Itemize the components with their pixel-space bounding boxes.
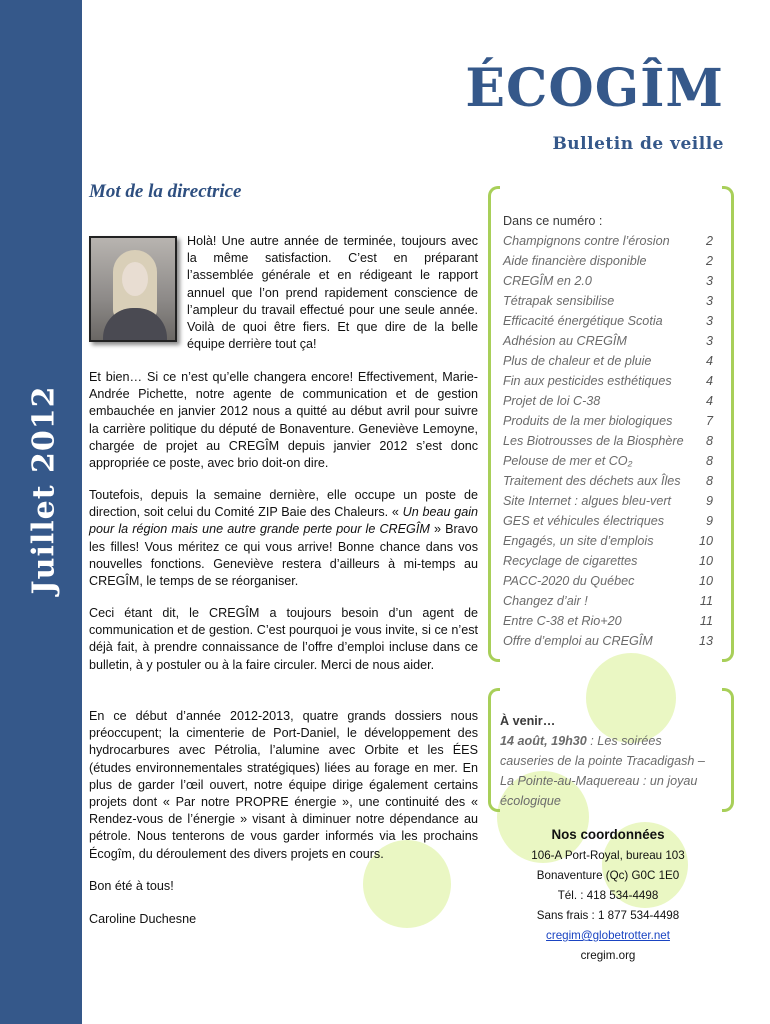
toc-item (503, 551, 713, 571)
toc-item-label: Offre d’emploi au CREGÎM (503, 634, 653, 648)
toc-item (503, 471, 713, 491)
toc-item-page: 4 (705, 354, 713, 368)
toc-item-label: Adhésion au CREGÎM (503, 334, 627, 348)
issue-date: Juillet 2012 (26, 385, 62, 595)
email-link[interactable]: cregim@globetrotter.net (546, 929, 670, 942)
toc-item-label: PACC-2020 du Québec (503, 574, 635, 588)
toc-item-label: Site Internet : algues bleu-vert (503, 494, 672, 508)
phone: Tél. : 418 534-4498 (557, 889, 659, 902)
toc-item-label: Champignons contre l’érosion (503, 234, 670, 248)
toc-item-page: 3 (705, 334, 713, 348)
article-paragraph (89, 487, 478, 590)
event-date: 14 août, 19h30 (500, 734, 587, 748)
toc-item-page: 3 (705, 274, 713, 288)
toc-item-label: Recyclage de cigarettes (503, 554, 638, 568)
toc-heading: Dans ce numéro : (503, 214, 603, 228)
toc-item (503, 371, 713, 391)
toc-bracket-left (488, 186, 500, 662)
newsletter-subtitle: Bulletin de veille (552, 134, 724, 154)
toc-item (503, 611, 713, 631)
toc-item-label: Entre C-38 et Rio+20 (503, 614, 622, 628)
toc-item-page: 7 (705, 414, 713, 428)
toc-item-page: 3 (705, 294, 713, 308)
toc-item-label: Projet de loi C-38 (503, 394, 601, 408)
toc-item-page: 4 (705, 374, 713, 388)
toc-bracket-right (722, 186, 734, 662)
toc-item-page: 2 (705, 254, 713, 268)
event-description: : Les soirées causeries de la pointe Tracadigash – La Pointe-au-Maquereau : un joyau écologique (500, 734, 705, 808)
paragraph: Et bien… Si ce n’est qu’elle changera encore! Effectivement, Marie-Andrée Pichette, notre agente de communication et de gestion embauchée en janvier 2012 nous a quitté au début avril pour suivre la carrière politique du député de Bonaventure. Geneviève Lemoyne, chargée de projet au CREGÎM depuis janvier 2012 s’est donc appropriée ce poste, avec brio doit-on dire. (89, 370, 478, 471)
toc-item (503, 591, 713, 611)
toc-item-label: Aide financière disponible (503, 254, 647, 268)
toc-item-page: 10 (698, 574, 713, 588)
toc-item (503, 431, 713, 451)
toc-item-label: Engagés, un site d’emplois (503, 534, 654, 548)
section-title: Mot de la directrice (89, 181, 242, 202)
address-line: Bonaventure (Qc) G0C 1E0 (536, 869, 680, 882)
paragraph: En ce début d’année 2012-2013, quatre grands dossiers nous préoccupent; la cimenterie de Port-Daniel, le développement des hydrocarbures avec Pétrolia, l’alumine avec Orbite et les ÉES (études environnementales stratégiques) liées au forage en mer. En plus de garder l’œil ouvert, notre équipe dirige également certains projets dont « Par notre PROPRE énergie », une continuité des « Rendez-vous de l’énergie » visant à diminuer notre dépendance au pétrole. Nous tenterons de vous garder informés via les prochains Écogîm, du déroulement des divers projets en cours. (89, 709, 478, 861)
toc-item-label: Efficacité énergétique Scotia (503, 314, 663, 328)
toc-item-page: 10 (698, 554, 713, 568)
closing-line: Bon été à tous! (89, 879, 174, 893)
article-paragraph (89, 605, 478, 674)
toc-item-page: 13 (698, 634, 713, 648)
upcoming-bracket-left (488, 688, 500, 812)
toc-item (503, 411, 713, 431)
toc-item (503, 491, 713, 511)
toc-item-page: 8 (705, 474, 713, 488)
toll-free-phone: Sans frais : 1 877 534-4498 (536, 909, 680, 922)
toc-item (503, 391, 713, 411)
toc-item (503, 271, 713, 291)
website: cregim.org (580, 949, 636, 962)
toc-item (503, 511, 713, 531)
paragraph: Ceci étant dit, le CREGÎM a toujours besoin d’un agent de communication et de gestion. C’est pourquoi je vous invite, si ce n’est déjà fait, à prendre connaissance de l’offre d’emploi incluse dans ce bulletin, à y postuler ou à la faire circuler. Merci de nous aider. (89, 606, 478, 672)
toc-item-label: Produits de la mer biologiques (503, 414, 673, 428)
toc-item-page: 10 (698, 534, 713, 548)
upcoming-event (500, 731, 718, 811)
toc-item-page: 11 (699, 614, 713, 628)
upcoming-heading: À venir… (500, 714, 556, 728)
toc-item (503, 251, 713, 271)
toc-item-label: GES et véhicules électriques (503, 514, 665, 528)
toc-item (503, 571, 713, 591)
newsletter-title: ÉCOGÎM (465, 58, 724, 119)
toc-item (503, 631, 713, 651)
toc-item-label: Tétrapak sensibilise (503, 294, 615, 308)
paragraph: Holà! Une autre année de terminée, toujours avec la même satisfaction. C’est en préparant l’assemblée générale et en rédigeant le rapport annuel que l’on prend rapidement conscience de l’ampleur du travail effectué pour une seule année. Voilà de quoi être fiers. Et que dire de la belle équipe derrière tout ça! (187, 234, 478, 352)
toc-item (503, 231, 713, 251)
signature: Caroline Duchesne (89, 912, 197, 926)
toc-item (503, 351, 713, 371)
paragraph: Toutefois, depuis la semaine dernière, elle occupe un poste de direction, soit celui du Comité ZIP Baie des Chaleurs. « Un beau gain pour la région mais une autre grande perte pour le CREGÎM » Bravo les filles! Vous méritez ce qui vous arrive! Bonne chance dans vos nouvelles fonctions. Geneviève restera d’ailleurs à mi-temps au CREGÎM, le temps de se réorganiser. (89, 488, 478, 589)
upcoming-bracket-right (722, 688, 734, 812)
sidebar-band (0, 0, 82, 1024)
toc-item-label: Plus de chaleur et de pluie (503, 354, 652, 368)
toc-item-page: 9 (705, 494, 713, 508)
toc-item (503, 531, 713, 551)
toc-item (503, 451, 713, 471)
contact-heading: Nos coordonnées (551, 827, 665, 842)
toc-item-page: 9 (705, 514, 713, 528)
table-of-contents (503, 211, 713, 651)
contact-block (508, 824, 708, 966)
toc-item-label: Changez d’air ! (503, 594, 588, 608)
upcoming-events (500, 711, 718, 811)
toc-item-label: Traitement des déchets aux Îles (503, 474, 681, 488)
address-line: 106-A Port-Royal, bureau 103 (531, 849, 685, 862)
director-photo (89, 236, 177, 342)
toc-item-label: Pelouse de mer et CO₂ (503, 454, 633, 468)
toc-item-page: 3 (705, 314, 713, 328)
toc-item-page: 2 (705, 234, 713, 248)
toc-item-label: Fin aux pesticides esthétiques (503, 374, 672, 388)
toc-item (503, 331, 713, 351)
quote-text: Un beau gain pour la région mais une autre grande perte pour le CREGÎM (89, 505, 478, 537)
toc-item (503, 291, 713, 311)
toc-item-label: CREGÎM en 2.0 (503, 274, 592, 288)
toc-item-page: 8 (705, 434, 713, 448)
toc-item (503, 311, 713, 331)
article-paragraph (89, 708, 478, 863)
toc-item-page: 4 (705, 394, 713, 408)
toc-item-page: 8 (705, 454, 713, 468)
article-intro (187, 233, 478, 353)
toc-item-page: 11 (699, 594, 713, 608)
article-paragraph (89, 369, 478, 472)
toc-item-label: Les Biotrousses de la Biosphère (503, 434, 684, 448)
